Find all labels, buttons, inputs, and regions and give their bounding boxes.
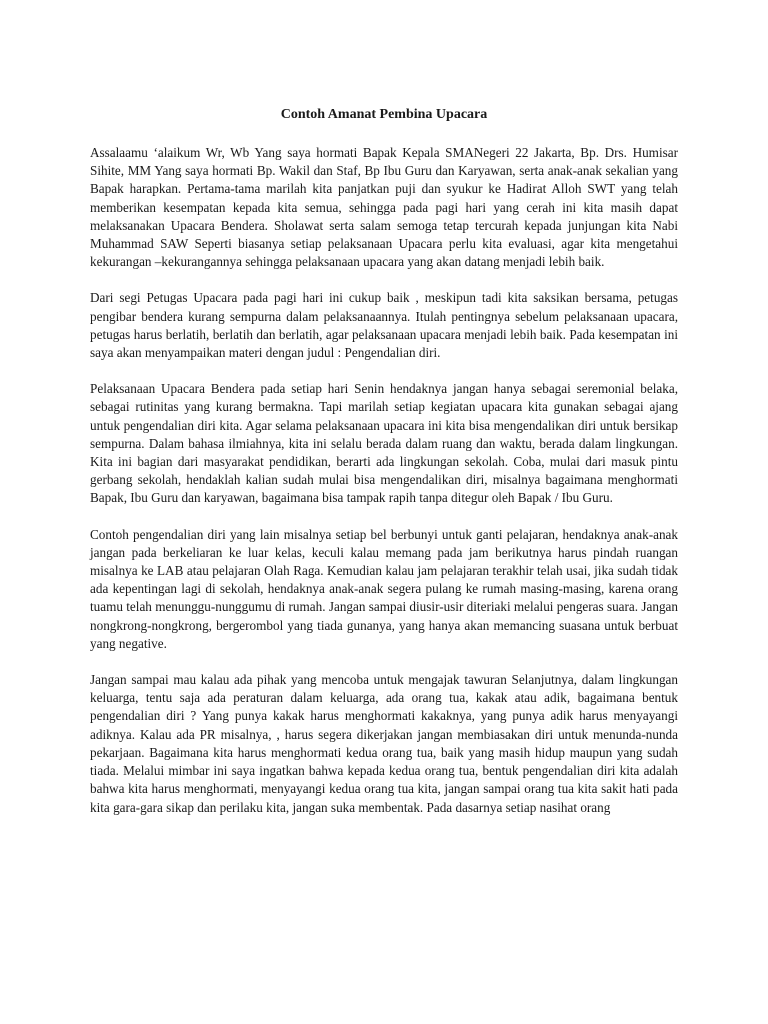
paragraph-2: Dari segi Petugas Upacara pada pagi hari ini cukup baik , meskipun tadi kita saksikan bersama, petugas pengibar bendera kurang sempurna dalam pelaksanaannya. Itulah pentingnya sebelum pelaksanaan upacara, petugas harus berlatih, berlatih dan berlatih, agar pelaksanaan upacara menjadi lebih baik. Pada kesempatan ini saya akan menyampaikan materi dengan judul : Pengendalian diri.: [90, 290, 678, 361]
paragraph-4: Contoh pengendalian diri yang lain misalnya setiap bel berbunyi untuk ganti pelajaran, hendaknya anak-anak jangan pada berkeliaran ke luar kelas, keculi kalau memang pada jam berikutnya harus pindah ruangan misalnya ke LAB atau pelajaran Olah Raga. Kemudian kalau jam pelajaran terakhir telah usai, jika sudah tidak ada kepentingan lagi di sekolah, hendaknya anak-anak segera pulang ke rumah masing-masing, karena orang tuamu telah menunggu-nunggumu di rumah. Jangan sampai diusir-usir diteriaki melalui pengeras suara. Jangan nongkrong-nongkrong, bergerombol yang tiada gunanya, yang hanya akan memancing suasana untuk berbuat yang negative.: [90, 526, 678, 651]
paragraph-5: Jangan sampai mau kalau ada pihak yang mencoba untuk mengajak tawuran Selanjutnya, dalam lingkungan keluarga, tentu saja ada peraturan dalam keluarga, ada orang tua, kakak atau adik, bagaimana bentuk pengendalian diri ? Yang punya kakak harus menghormati kakaknya, yang punya adik harus menyayangi adiknya. Kalau ada PR misalnya, , harus segera dikerjakan jangan membiasakan diri untuk menunda-nunda pekarjaan. Bagaimana kita harus menghormati kedua orang tua, baik yang masih hidup maupun yang sudah tiada. Melalui mimbar ini saya ingatkan bahwa kepada kedua orang tua, bentuk pengendalian diri kita adalah bahwa kita harus menghormati, menyayangi kedua orang tua kita, jangan sampai orang tua kita sakit hati pada kita gara-gara sikap dan perilaku kita, jangan suka membentak. Pada dasarnya setiap nasihat orang: [90, 672, 678, 815]
document-body: [90, 106, 678, 835]
paragraph-1: Assalaamu ‘alaikum Wr, Wb Yang saya hormati Bapak Kepala SMANegeri 22 Jakarta, Bp. Drs. Humisar Sihite, MM Yang saya hormati Bp. Wakil dan Staf, Bp Ibu Guru dan Karyawan, serta anak-anak sekalian yang Bapak harapkan. Pertama-tama marilah kita panjatkan puji dan syukur ke Hadirat Alloh SWT yang telah memberikan kesempatan kepada kita semua, sehingga pada pagi hari yang cerah ini kita masih dapat melaksanakan Upacara Bendera. Sholawat serta salam semoga tetap tercurah kepada junjungan kita Nabi Muhammad SAW Seperti biasanya setiap pelaksanaan Upacara perlu kita evaluasi, agar kita mengetahui kekurangan –kekurangannya sehingga pelaksanaan upacara yang akan datang menjadi lebih baik.: [90, 145, 678, 270]
document-title: Contoh Amanat Pembina Upacara: [280, 107, 488, 122]
paragraph-3: Pelaksanaan Upacara Bendera pada setiap hari Senin hendaknya jangan hanya sebagai seremonial belaka, sebagai rutinitas yang kurang bermakna. Tapi marilah setiap kegiatan upacara kita gunakan sebagai ajang untuk pengendalian diri kita. Agar selama pelaksanaan upacara ini kita bisa mengendalikan diri untuk bersikap sempurna. Dalam bahasa ilmiahnya, kita ini selalu berada dalam ruang dan waktu, berada dalam lingkungan. Kita ini bagian dari masyarakat pendidikan, berarti ada lingkungan sekolah. Coba, mulai dari masuk pintu gerbang sekolah, hendaklah kalian sudah mulai bisa mengendalikan diri, misalnya bagaimana menghormati Bapak, Ibu Guru dan karyawan, bagaimana bisa tampak rapih tanpa ditegur oleh Bapak / Ibu Guru.: [90, 381, 678, 506]
